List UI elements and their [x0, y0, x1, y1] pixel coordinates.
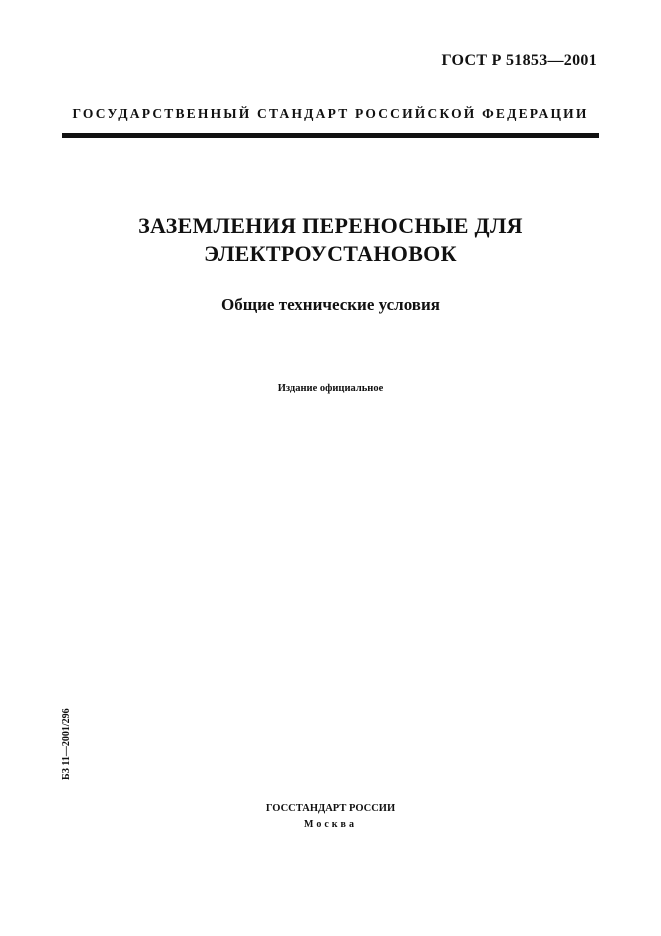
title-line-2: ЭЛЕКТРОУСТАНОВОК: [204, 241, 457, 266]
document-subtitle: Общие технические условия: [221, 295, 440, 314]
publisher: ГОССТАНДАРТ РОССИИ: [265, 803, 396, 814]
title-line-1: ЗАЗЕМЛЕНИЯ ПЕРЕНОСНЫЕ ДЛЯ: [138, 213, 523, 238]
document-title: [40, 212, 621, 268]
edition-label: Издание официальное: [277, 383, 384, 394]
publisher-city: Москва: [304, 819, 357, 830]
header-rule: [62, 133, 599, 138]
standard-header: ГОСУДАРСТВЕННЫЙ СТАНДАРТ РОССИЙСКОЙ ФЕДЕРАЦИИ: [72, 106, 589, 121]
side-code: БЗ 11—2001/296: [61, 708, 72, 780]
document-number: ГОСТ Р 51853—2001: [441, 52, 597, 69]
